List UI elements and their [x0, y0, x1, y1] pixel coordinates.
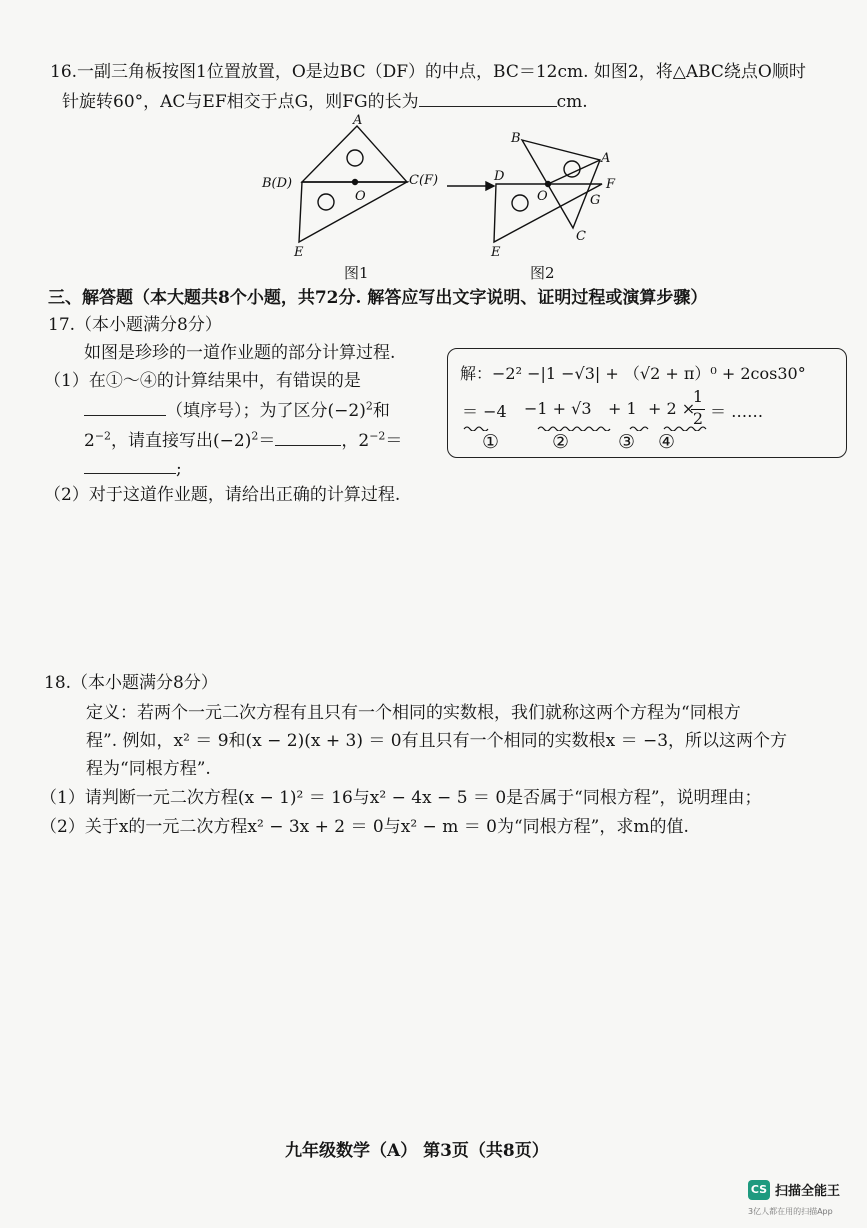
box-step2: −1 + √3 [524, 399, 592, 418]
box-frac-den: 2 [692, 409, 704, 428]
q17-heading: 17.（本小题满分8分） [48, 315, 222, 335]
q17-eq-2: ＝ [385, 431, 403, 451]
fig2-hole-1 [564, 161, 580, 177]
q18-part2: （2）关于x的一元二次方程x² − 3x + 2 ＝ 0与x² − m ＝ 0为“同根方程”，求m的值. [40, 817, 689, 837]
q17-blank-b [84, 455, 176, 474]
section-3-header: 三、解答题（本大题共8个小题，共72分. 解答应写出文字说明、证明过程或演算步骤） [48, 288, 708, 308]
q17-blank-a [275, 427, 341, 446]
box-marker-3: ③ [618, 431, 636, 453]
q18-def-line1: 定义：若两个一元二次方程有且只有一个相同的实数根，我们就称这两个方程为“同根方 [86, 703, 741, 723]
box-marker-2: ② [552, 431, 570, 453]
box-line1: 解：−2² −|1 −√3| + （√2 + π）⁰ + 2cos30° [460, 364, 806, 383]
fig1-triangle-abc [302, 126, 407, 182]
q17-part1-line4 [84, 455, 182, 481]
q17-part1-line1: （1）在①～④的计算结果中，有错误的是 [44, 371, 361, 391]
q18-def-line3: 程为“同根方程”. [86, 759, 211, 779]
q17-intro: 如图是珍珍的一道作业题的部分计算过程. [84, 343, 396, 363]
fig2-label-a: A [601, 151, 611, 166]
scanner-app-slogan: 3亿人都在用的扫描App [748, 1207, 833, 1216]
q17-sup-4: −2 [369, 429, 386, 443]
q16-line2 [62, 88, 588, 114]
q18-part1: （1）请判断一元二次方程(x − 1)² ＝ 16与x² − 4x − 5 ＝ 0是否属于“同根方程”，说明理由； [40, 788, 762, 808]
q17-base-2b: ，2 [341, 431, 370, 451]
transform-arrow-head [486, 182, 494, 190]
fig2-label-e: E [491, 245, 501, 260]
figure-1 [261, 113, 438, 260]
fig1-hole-2 [318, 194, 334, 210]
box-marker-4: ④ [658, 431, 676, 453]
fig1-caption: 图1 [344, 264, 369, 282]
q17-error-blank [84, 397, 166, 416]
fig2-hole-2 [512, 195, 528, 211]
box-step4: + 2 × [648, 399, 696, 418]
q17-work-box [447, 348, 847, 458]
q16-line1: 16.一副三角板按图1位置放置，O是边BC（DF）的中点，BC＝12cm. 如图2，将△ABC绕点O顺时 [50, 62, 806, 82]
q17-sup-2: −2 [94, 429, 112, 443]
box-step1: ＝ −4 [462, 402, 507, 421]
q16-figures [250, 112, 630, 287]
q17-part1-line2 [84, 397, 390, 423]
fig2-point-o [546, 182, 551, 187]
page-footer: 九年级数学（A） 第3页（共8页） [285, 1141, 549, 1161]
box-frac-num: 1 [692, 387, 704, 406]
scanner-app-logo: CS [748, 1180, 770, 1200]
q16-unit: cm. [556, 92, 588, 112]
q18-heading: 18.（本小题满分8分） [44, 673, 218, 693]
fig1-triangle-def [299, 182, 407, 242]
fig2-label-c: C [576, 229, 586, 244]
q16-answer-blank [419, 88, 557, 107]
q16-line2-text: 针旋转60°，AC与EF相交于点G，则FG的长为 [62, 92, 419, 112]
fig1-hole-1 [347, 150, 363, 166]
fig1-point-o [353, 180, 358, 185]
fig2-label-b: B [511, 131, 521, 146]
box-tail: ＝ …… [710, 402, 764, 421]
fig2-label-f: F [606, 177, 616, 192]
q17-semicolon: ; [176, 459, 182, 479]
fig2-label-d: D [494, 169, 505, 184]
fig1-label-e: E [294, 245, 304, 260]
q17-part1-write: ，请直接写出(−2) [111, 431, 252, 451]
scanner-app-title: 扫描全能王 [775, 1184, 841, 1199]
box-marker-1: ① [482, 431, 500, 453]
fig1-label-cf: C(F) [409, 173, 439, 188]
fig1-label-o: O [355, 189, 366, 204]
fig1-label-bd: B(D) [262, 176, 293, 191]
fig2-label-o: O [537, 189, 548, 204]
q18-def-line2: 程”. 例如，x² ＝ 9和(x − 2)(x + 3) ＝ 0有且只有一个相同的实数根x ＝ −3，所以这两个方 [86, 731, 788, 751]
q17-part1-and: 和 [372, 401, 390, 421]
fig1-label-a: A [353, 113, 363, 128]
q17-part1-text: （填序号）；为了区分(−2) [166, 401, 366, 421]
q17-base-2: 2 [84, 431, 95, 451]
q17-eq-1: ＝ [258, 431, 276, 451]
fig2-caption: 图2 [530, 264, 555, 282]
q17-part2: （2）对于这道作业题，请给出正确的计算过程. [44, 485, 401, 505]
figure-2 [490, 131, 616, 260]
q17-part1-line3 [84, 427, 402, 453]
box-step3: + 1 [608, 399, 637, 418]
fig2-label-g: G [590, 193, 601, 208]
q17-sup-1: 2 [365, 399, 373, 413]
q17-sup-3: 2 [251, 429, 259, 443]
